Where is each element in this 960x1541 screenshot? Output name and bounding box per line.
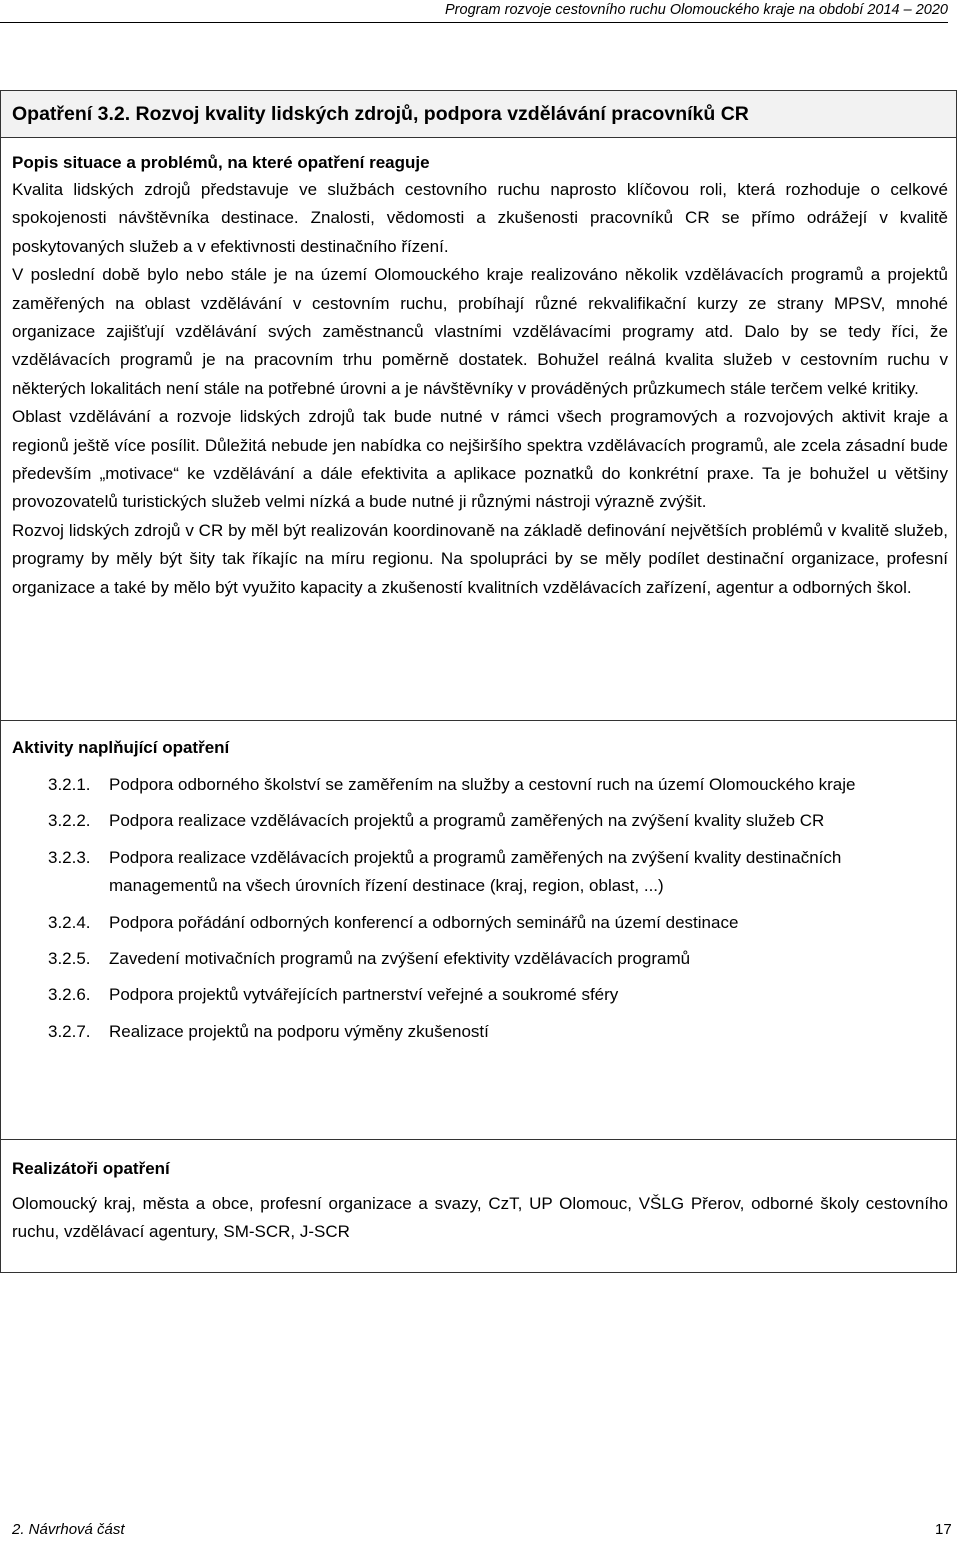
situation-paragraph: Kvalita lidských zdrojů představuje ve službách cestovního ruchu naprosto klíčovou roli, která rozhoduje o celkové spokojenosti návštěvníka destinace. Znalosti, vědomosti a zkušenosti pracovníků CR se přímo odrážejí v kvalitě poskytovaných služeb a v efektivnosti destinačního řízení.: [12, 180, 948, 256]
section-divider: [0, 720, 957, 721]
activity-text: Podpora realizace vzdělávacích projektů a programů zaměřených na zvýšení kvality destinačních managementů na všech úrovních řízení destinace (kraj, region, oblast, ...): [109, 847, 842, 896]
activity-number: 3.2.4.: [48, 912, 91, 932]
activity-item: [12, 807, 948, 835]
activity-text: Podpora pořádání odborných konferencí a odborných seminářů na území destinace: [109, 912, 739, 932]
page-number: 17: [935, 1521, 952, 1538]
activity-number: 3.2.5.: [48, 949, 91, 969]
situation-section: [12, 150, 948, 602]
activity-number: 3.2.1.: [48, 775, 91, 794]
activity-item: [12, 771, 948, 799]
activity-item: [12, 1018, 948, 1046]
measure-title: Opatření 3.2. Rozvoj kvality lidských zdrojů, podpora vzdělávání pracovníků CR: [0, 90, 957, 138]
implementers-section: [12, 1156, 948, 1247]
activity-item: [12, 945, 948, 973]
situation-paragraph: Oblast vzdělávání a rozvoje lidských zdrojů tak bude nutné v rámci všech programových a rozvojových aktivit kraje a regionů ještě více posílit. Důležitá nebude jen nabídka co nejširšího spektra vzdělávacích programů, ale zcela zásadní bude především „motivace“ ke vzdělávání a dále efektivita a aplikace poznatků do konkrétní praxe. Ta je bohužel u většiny provozovatelů turistických služeb velmi nízká a bude nutné ji různými nástroji výrazně zvýšit.: [12, 407, 948, 512]
activity-text: Realizace projektů na podporu výměny zkušeností: [109, 1021, 489, 1041]
footer-section-label: 2. Návrhová část: [12, 1521, 125, 1538]
section-divider: [0, 1139, 957, 1140]
activity-item: [12, 909, 948, 937]
situation-paragraph: Rozvoj lidských zdrojů v CR by měl být realizován koordinovaně na základě definování největších problémů v kvalitě služeb, programy by měly být šity tak říkajíc na míru regionu. Na spolupráci by se měly podílet destinační organizace, profesní organizace a také by mělo být využito kapacity a zkušeností kvalitních vzdělávacích zařízení, agentur a odborných škol.: [12, 520, 948, 597]
activity-number: 3.2.2.: [48, 811, 91, 831]
activity-text: Podpora odborného školství se zaměřením na služby a cestovní ruch na území Olomouckého kraje: [109, 775, 856, 794]
activity-text: Zavedení motivačních programů na zvýšení efektivity vzdělávacích programů: [109, 949, 691, 969]
activities-list: [12, 771, 948, 1046]
activity-item: [12, 981, 948, 1009]
activity-number: 3.2.7.: [48, 1021, 91, 1041]
situation-paragraph: V poslední době bylo nebo stále je na území Olomouckého kraje realizováno několik vzdělávacích programů a projektů zaměřených na oblast vzdělávání v cestovním ruchu, probíhají různé rekvalifikační kurzy ze strany MPSV, mnohé organizace zajišťují vzdělávání svých zaměstnanců vlastními vzdělávacími programy atd. Dalo by se tedy říci, že vzdělávacích programů je na pracovním trhu poměrně dostatek. Bohužel reálná kvalita služeb v cestovním ruchu v některých lokalitách není stále na potřebné úrovni a je návštěvníky v prováděných průzkumech stále terčem velké kritiky.: [12, 265, 948, 398]
activities-heading: Aktivity naplňující opatření: [12, 738, 230, 757]
running-header: Program rozvoje cestovního ruchu Olomouckého kraje na období 2014 – 2020: [0, 0, 948, 23]
activity-number: 3.2.6.: [48, 985, 91, 1005]
activity-item: [12, 844, 948, 901]
activity-text: Podpora projektů vytvářejících partnerství veřejné a soukromé sféry: [109, 985, 619, 1005]
activities-section: [12, 735, 948, 1054]
situation-heading: Popis situace a problémů, na které opatření reaguje: [12, 153, 430, 172]
activity-text: Podpora realizace vzdělávacích projektů a programů zaměřených na zvýšení kvality služeb CR: [109, 811, 825, 831]
implementers-text: Olomoucký kraj, města a obce, profesní organizace a svazy, CzT, UP Olomouc, VŠLG Přerov, odborné školy cestovního ruchu, vzdělávací agentury, SM-SCR, J-SCR: [12, 1194, 948, 1242]
activity-number: 3.2.3.: [48, 847, 91, 867]
implementers-heading: Realizátoři opatření: [12, 1159, 170, 1178]
